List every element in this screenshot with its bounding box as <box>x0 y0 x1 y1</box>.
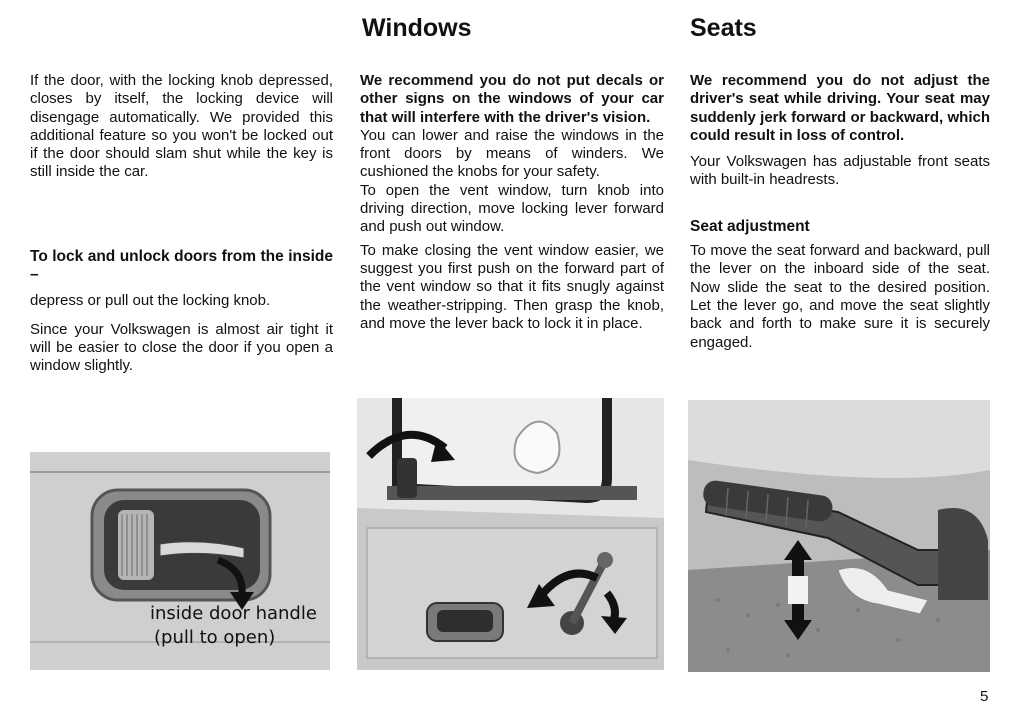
lock-doors-subheading: To lock and unlock doors from the inside – <box>30 247 333 284</box>
vent-window-open-paragraph: To open the vent window, turn knob into driving direction, move locking lever forward and push out window. <box>360 181 664 236</box>
door-handle-caption-line1: inside door handle <box>150 603 317 624</box>
window-winder-illustration <box>357 398 664 670</box>
seat-adjustment-paragraph: To move the seat forward and backward, pull the lever on the inboard side of the seat. Now slide the seat to the desired position. Let the lever go, and move the seat slightly back and forth to make sure it is securely engaged. <box>690 242 990 351</box>
lock-knob-paragraph: depress or pull out the locking knob. <box>30 292 271 310</box>
seat-adjustment-subheading: Seat adjustment <box>690 217 810 235</box>
windows-column <box>360 72 664 333</box>
decals-warning: We recommend you do not put decals or other signs on the windows of your car that will interfere with the driver's vision. <box>360 72 664 126</box>
seats-heading: Seats <box>690 14 757 42</box>
page-number: 5 <box>980 688 989 705</box>
windows-heading: Windows <box>362 14 472 42</box>
winders-paragraph: You can lower and raise the windows in the front doors by means of winders. We cushioned the knobs for your safety. <box>360 126 664 181</box>
left-column <box>30 72 333 376</box>
adjustable-seats-paragraph: Your Volkswagen has adjustable front seats with built-in headrests. <box>690 153 990 189</box>
seat-lever-photo <box>688 400 990 672</box>
door-handle-caption-line2: (pull to open) <box>154 627 276 648</box>
seat-lever-illustration <box>688 400 990 672</box>
seats-column <box>690 72 990 352</box>
air-tight-paragraph: Since your Volkswagen is almost air tight it will be easier to close the door if you open a window slightly. <box>30 320 333 375</box>
door-lock-paragraph: If the door, with the locking knob depressed, closes by itself, the locking device will disengage automatically. We provided this additional feature so you won't be locked out if the door should slam shut while the key is still inside the car. <box>30 72 333 181</box>
seat-warning: We recommend you do not adjust the driver's seat while driving. Your seat may suddenly jerk forward or backward, which could result in loss of control. <box>690 72 990 144</box>
vent-window-close-paragraph: To make closing the vent window easier, we suggest you first push on the forward part of the vent window so that it fits snugly against the weather-stripping. Then grasp the knob, and move the lever back to lock it in place. <box>360 241 664 332</box>
door-handle-caption <box>150 602 317 650</box>
door-handle-photo <box>30 452 330 670</box>
window-winder-photo <box>357 398 664 670</box>
